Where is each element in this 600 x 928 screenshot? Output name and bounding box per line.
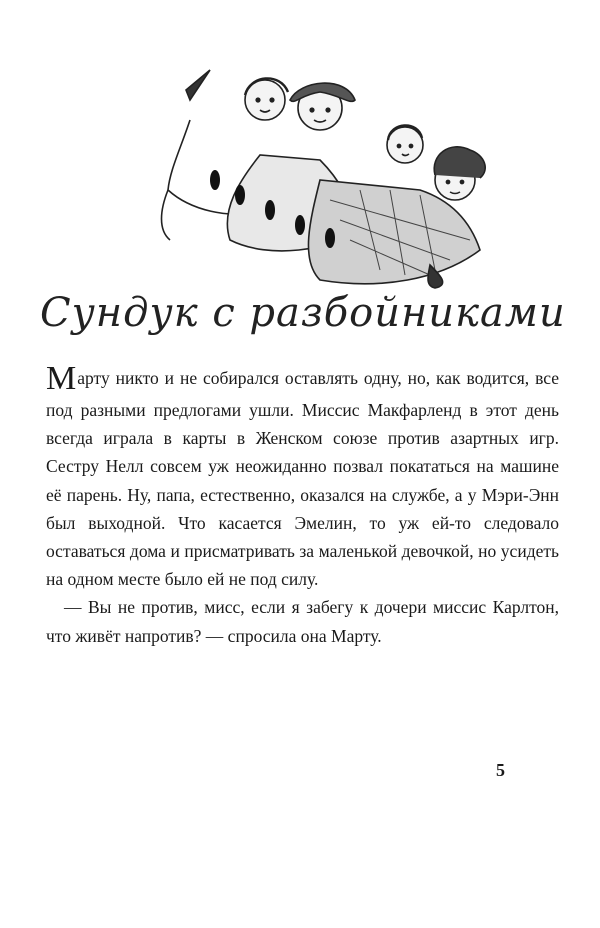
paragraph-2: — Вы не против, мисс, если я забегу к дочери миссис Карлтон, что живёт напротив? — спросила она Марту. [46,597,559,646]
drop-cap: М [46,360,77,397]
paragraph-1-text: арту никто и не собирался оставлять одну, но, как водится, все под разными предлогами ушли. Миссис Макфарленд в этот день всегда играла в карты в Женском союзе против азартных игр. Сестру Нелл совсем уж неожиданно позвал покататься на машине её парень. Ну, папа, естественно, оказался на службе, а у Мэри-Энн был выходной. Что касается Эмелин, то уж ей-то следовало оставаться дома и присматривать за маленькой девочкой, но усидеть на одном месте было ей не под силу. [46,368,559,590]
chapter-title: Сундук с разбойниками [40,290,566,336]
page-number: 5 [496,760,505,780]
dolls-illustration-icon [150,60,520,290]
paragraph-1 [46,362,559,593]
chapter-body [46,362,559,650]
